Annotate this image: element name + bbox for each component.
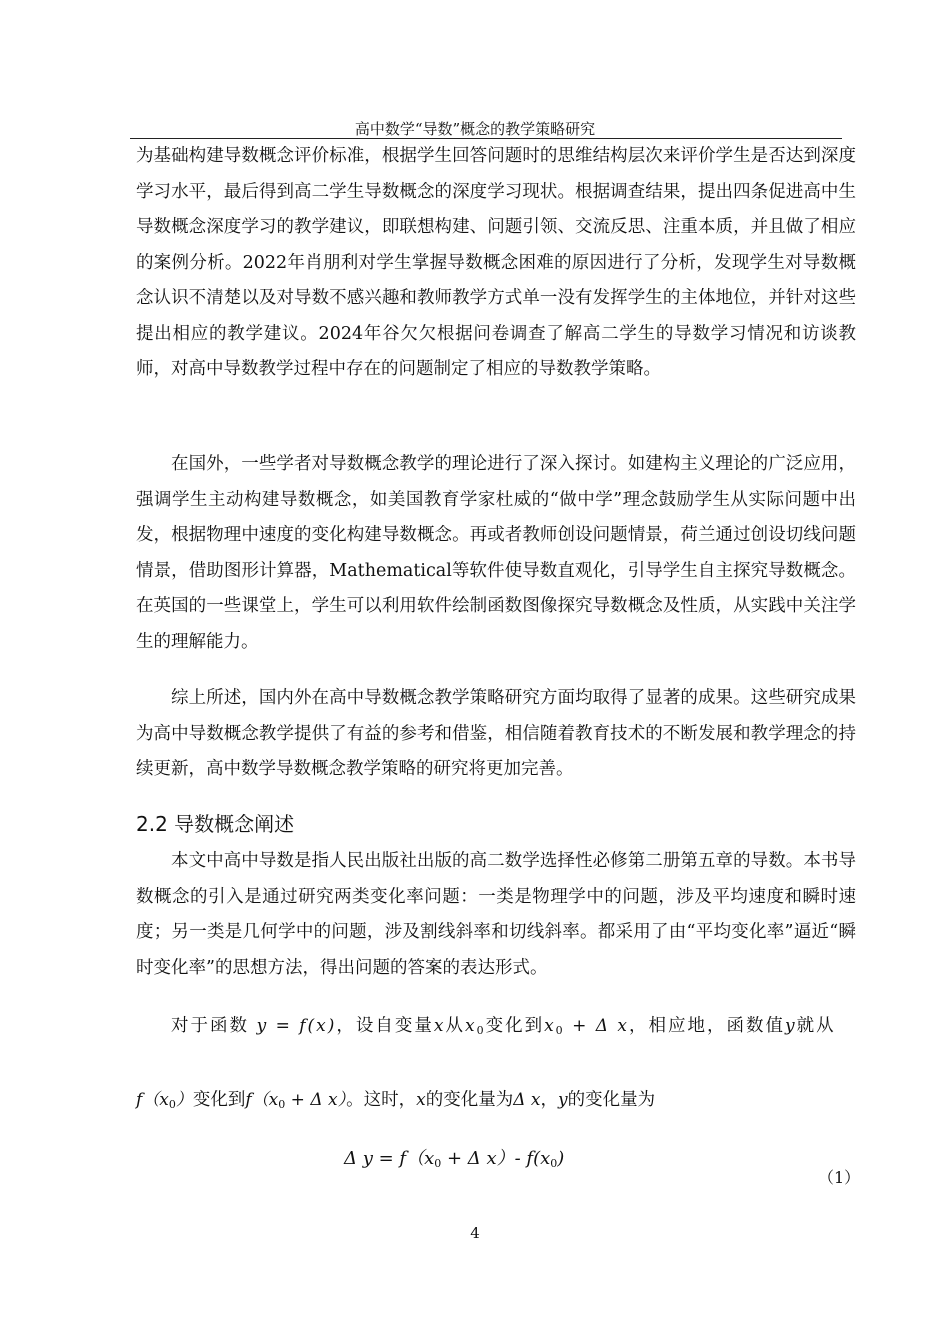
math-x0-plus-dx: $x_0 + \Delta$ x <box>544 1016 629 1037</box>
paragraph-1: 为基础构建导数概念评价标准，根据学生回答问题时的思维结构层次来评价学生是否达到深度学习水平，最后得到高二学生导数概念的深度学习现状。根据调查结果，提出四条促进高中生导数概念深度学习的教学建议，即联想构建、问题引领、交流反思、注重本质，并且做了相应的案例分析。2022年肖朋利对学生掌握导数概念困难的原因进行了分析，发现学生对导数概念认识不清楚以及对导数不感兴趣和教师教学方式单一没有发挥学生的主体地位，并针对这些提出相应的教学建议。2024年谷欠欠根据问卷调查了解高二学生的导数学习情况和访谈教师，对高中导数教学过程中存在的问题制定了相应的导数教学策略。 <box>136 146 856 379</box>
text: 变化到 <box>192 1090 246 1110</box>
text: 的变化量为 <box>425 1090 514 1110</box>
page-header: 高中数学“导数”概念的教学策略研究 <box>354 120 596 138</box>
math-dx: Δ x <box>513 1090 541 1110</box>
section-paragraph: 本文中高中导数是指人民出版社出版的高二数学选择性必修第二册第五章的导数。本书导数概念的引入是通过研究两类变化率问题：一类是物理学中的问题，涉及平均速度和瞬时速度；另一类是几何学中的问题，涉及割线斜率和切线斜率。都采用了由“平均变化率”逼近“瞬时变化率”的思想方法，得出问题的答案的表达形式。 <box>136 851 856 978</box>
text: 就从 <box>796 1016 836 1036</box>
text: 对于函数 <box>171 1016 249 1036</box>
math-y: y <box>557 1090 568 1110</box>
text: 的变化量为 <box>567 1090 656 1110</box>
math-fx0-plus-dx: $f(x_0 + \Delta$ x） <box>245 1090 347 1111</box>
text: ，设自变量 <box>336 1016 434 1036</box>
function-definition-line <box>136 1012 856 1037</box>
paragraph-3: 综上所述，国内外在高中导数概念教学策略研究方面均取得了显著的成果。这些研究成果为高中导数概念教学提供了有益的参考和借鉴，相信随着教育技术的不断发展和教学理念的持续更新，高中数学导数概念教学策略的研究将更加完善。 <box>136 688 856 779</box>
math-x: x <box>433 1016 446 1036</box>
paragraph-2: 在国外，一些学者对导数概念教学的理论进行了深入探讨。如建构主义理论的广泛应用，强调学生主动构建导数概念，如美国教育学家杜威的“做中学”理念鼓励学生从实际问题中出发，根据物理中速度的变化构建导数概念。再或者教师创设问题情景，荷兰通过创设切线问题情景，借助图形计算器，Mathematical等软件使导数直观化，引导学生自主探究导数概念。在英国的一些课堂上，学生可以利用软件绘制函数图像探究导数概念及性质，从实践中关注学生的理解能力。 <box>136 454 856 652</box>
math-fx0: $f(x_0)$ <box>136 1090 193 1111</box>
text: 变化到 <box>485 1016 545 1036</box>
math-x: x <box>416 1090 426 1110</box>
math-x0: $x_0$ <box>464 1016 486 1037</box>
text: 从 <box>445 1016 465 1036</box>
text: ， <box>540 1090 558 1110</box>
formula-delta-y: Δ $y = f(x_0 + \Delta$ x）- $f(x_0)$ <box>344 1148 565 1170</box>
section-heading: 2.2 导数概念阐述 <box>136 812 295 836</box>
text: ，相应地，函数值 <box>629 1016 785 1036</box>
math-y: y <box>785 1016 797 1036</box>
math-y-equals-fx: y = f(x) <box>256 1016 337 1036</box>
page-number: 4 <box>470 1224 480 1242</box>
change-line <box>136 1085 856 1111</box>
equation-number: （1） <box>818 1168 861 1187</box>
text: 。这时， <box>346 1090 417 1110</box>
